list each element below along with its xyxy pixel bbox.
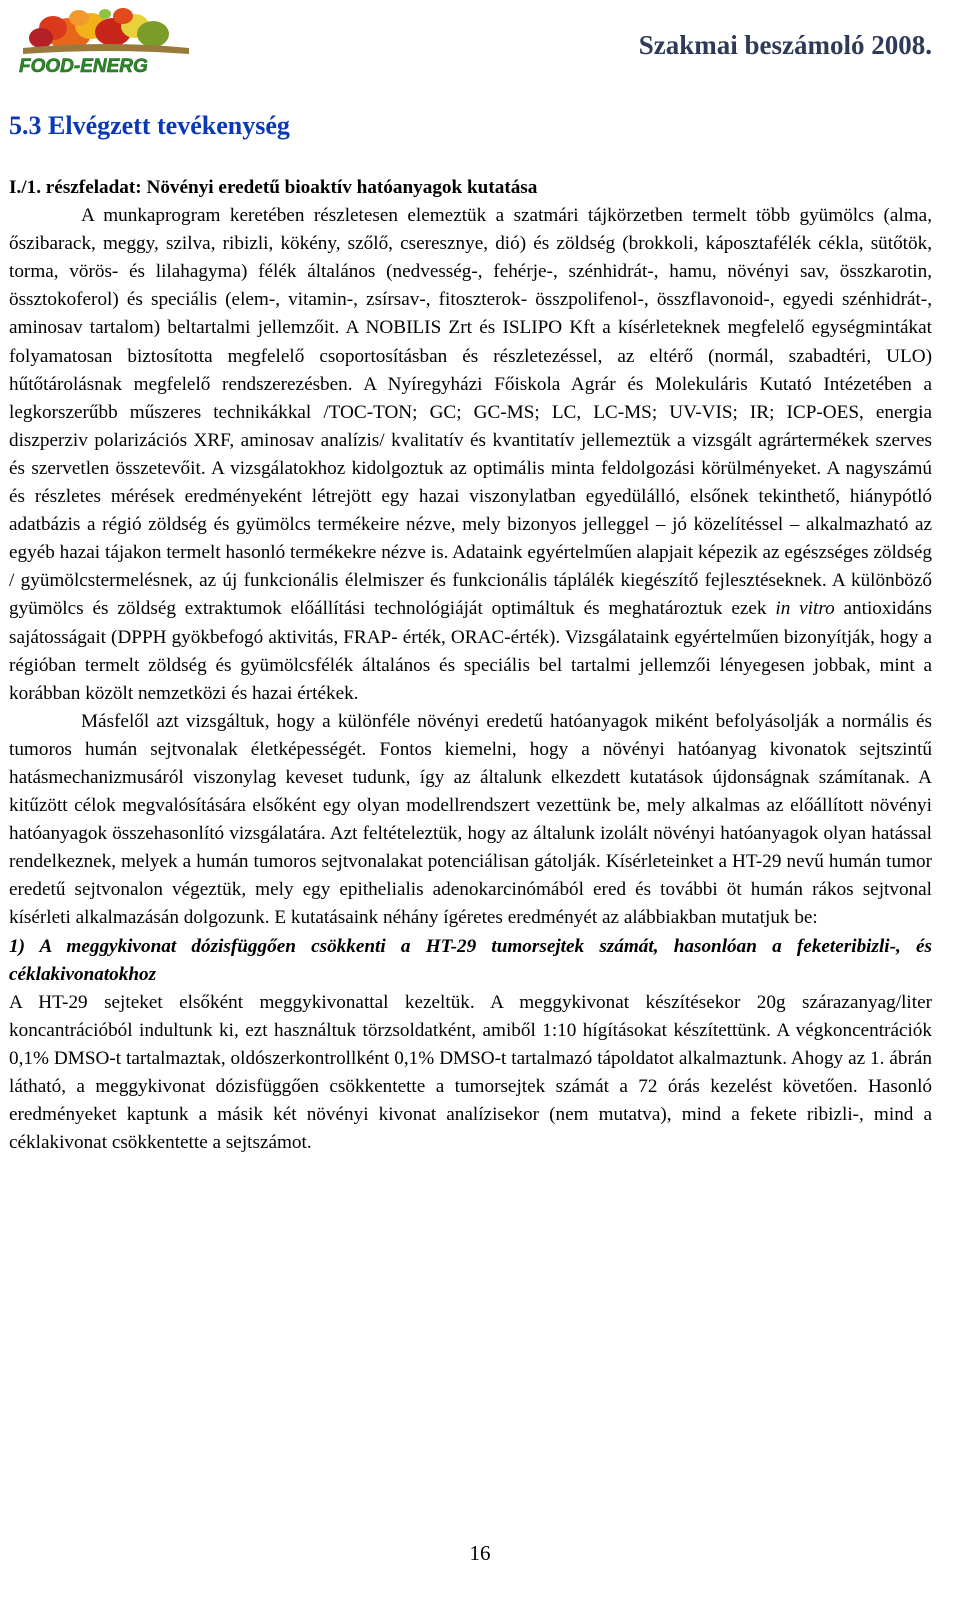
paragraph-text: A munkaprogram keretében részletesen elemeztük a szatmári tájkörzetben termelt több gyümölcs (alma, őszibarack, meggy, szilva, ribizli, kökény, szőlő, cseresznye, dió) és zöldség (brokkoli, káposztafélék cékla, sütőtök, torma, vörös- és lilahagyma) félék általános (nedvesség-, fehérje-, szénhidrát-, hamu, növényi sav, összkarotin, össztokoferol) és speciális (elem-, vitamin-, zsírsav-, fitoszterok- összpolifenol-, összflavonoid-, egyedi szénhidrát-, aminosav tartalom) beltartalmi jellemzőit. A NOBILIS Zrt és ISLIPO Kft a kísérleteknek megfelelő egységmintákat folyamatosan biztosította megfelelő csoportosításban és részletezéssel, az eltérő (normál, szabadtéri, ULO) hűtőtárolásnak megfelelő rendszerezésben. A Nyíregyházi Főiskola Agrár és Molekuláris Kutató Intézetében a legkorszerűbb műszeres technikákkal /TOC-TON; GC; GC-MS; LC, LC-MS; UV-VIS; IR; ICP-OES, energia diszperziv polarizációs XRF, aminosav analízis/ kvalitatív és kvantitatív jellemeztük a vizsgált agrártermékek szerves és szervetlen összetevőit. A vizsgálatokhoz kidolgoztuk az optimális minta feldolgozási körülményeket. A nagyszámú és részletes mérések eredményeként létrejött egy hazai viszonylatban egyedülálló, elsőnek tekinthető, hiánypótló adatbázis a régió zöldség és gyümölcs termékeire nézve, mely bizonyos jelleggel – jó közelítéssel – alkalmazható az egyéb hazai tájakon termelt hasonló termékekre nézve is. Adataink egyértelműen alapjait képezik az egészséges zöldség / gyümölcstermelésnek, az új funkcionális élelmiszer és funkcionális táplálék kiegészítő fejlesztéseknek. A különböző gyümölcs és zöldség extraktumok előállítási technológiáját optimáltuk és meghatároztuk ezek xyxy=(9,205,932,620)
report-title: Szakmai beszámoló 2008. xyxy=(638,30,932,60)
paragraph-text-end: antioxidáns sajátosságait (DPPH gyökbefogó aktivitás, FRAP- érték, ORAC-érték). Vizsgálataink egyértelműen bizonyítják, hogy a régióban termelt zöldség és gyümölcsfélék általános és speciális bel tartalmi jellemzői lényegesen jobbak, mint a korábban közölt nemzetközi és hazai értékek. xyxy=(9,598,932,704)
italic-term: in vitro xyxy=(775,598,835,620)
paragraph-ht29-treatment: A HT-29 sejteket elsőként meggykivonattal kezeltük. A meggykivonat készítésekor 20g szárazanyag/liter koncantrációból indultunk ki, ezt használtuk törzsoldatként, amiből 1:10 hígításokat készítettünk. A végkoncentrációk 0,1% DMSO-t tartalmaztak, oldószerkontrollként 0,1% DMSO-t tartalmazó tápoldatot alkalmaztunk. Ahogy az 1. ábrán látható, a meggykivonat dózisfüggően csökkentette a tumorsejtek számát a 72 órás kezelést követően. Hasonló eredményeket kaptunk a másik két növényi kivonat analízisekor (nem mutatva), mind a fekete ribizli-, mind a céklakivonat csökkentette a sejtszámot. xyxy=(9,991,932,1154)
food-energ-logo xyxy=(13,4,201,78)
section-heading: 5.3 Elvégzett tevékenység xyxy=(9,111,290,140)
result-heading: 1) A meggykivonat dózisfüggően csökkenti a HT-29 tumorsejtek számát, hasonlóan a feketeribizli-, és céklakivonatokhoz xyxy=(9,935,932,985)
document-body xyxy=(9,174,932,1157)
subtask-heading: I./1. részfeladat: Növényi eredetű bioaktív hatóanyagok kutatása xyxy=(9,177,538,198)
page-header xyxy=(9,0,932,88)
page-number: 16 xyxy=(469,1541,491,1565)
logo-text: FOOD-ENERG xyxy=(19,56,148,77)
paragraph-cell-studies: Másfelől azt vizsgáltuk, hogy a különféle növényi eredetű hatóanyagok miként befolyásolják a normális és tumoros humán sejtvonalak életképességét. Fontos kiemelni, hogy a növényi hatóanyag kivonatok sejtszintű hatásmechanizmusáról viszonylag keveset tudunk, így az általunk elkezdett kutatások újdonságnak számítanak. A kitűzött célok megvalósítására elsőként egy olyan modellrendszert vezettünk be, mely alkalmas az előállított növényi hatóanyagok összehasonlító vizsgálatára. Azt feltételeztük, hogy az általunk izolált növényi hatóanyagok olyan hatással rendelkeznek, melyek a humán tumoros sejtvonalakat potenciálisan gátolják. Kísérleteinket a HT-29 nevű humán tumor eredetű sejtvonalon végeztük, mely egy epithelialis adenokarcinómából ered és további öt humán rákos sejtvonal kísérleti alkalmazásán dolgozunk. E kutatásaink néhány ígéretes eredményét az alábbiakban mutatjuk be: xyxy=(9,710,932,929)
paragraph-research-overview xyxy=(9,202,932,708)
